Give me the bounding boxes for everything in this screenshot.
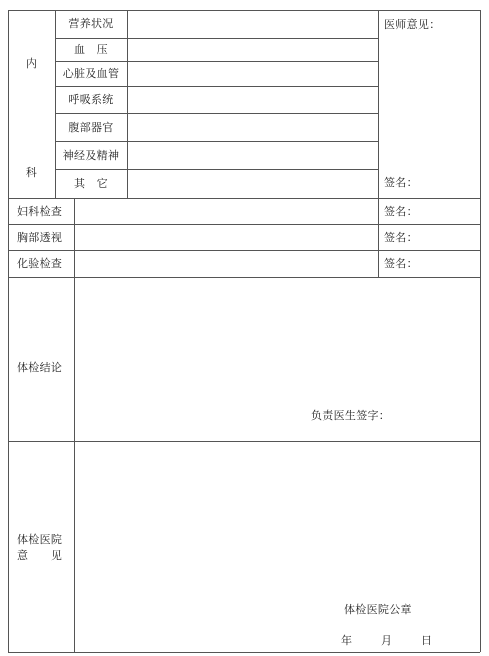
item-respiratory-label: 呼吸系统: [68, 93, 114, 106]
border-left: [8, 10, 9, 652]
doctor-signature-label: 负责医生签字：: [311, 409, 391, 422]
gynecology-label: 妇科检查: [17, 205, 63, 218]
hospital-seal-label: 体检医院公章: [344, 603, 412, 616]
item-neuro-mental-label: 神经及精神: [62, 149, 120, 162]
row-line: [8, 224, 480, 225]
row-line: [55, 141, 378, 142]
internal-signature-label: 签名：: [384, 176, 418, 189]
row-line: [8, 250, 480, 251]
lab-test-signature-label: 签名：: [384, 257, 418, 270]
hospital-opinion-label-line1: 体检医院: [17, 533, 63, 546]
hospital-opinion-label-line2: 意 见: [17, 549, 63, 562]
col-line: [378, 10, 379, 277]
item-other-label: 其 它: [74, 177, 108, 190]
row-line: [55, 113, 378, 114]
item-blood-pressure-label: 血 压: [74, 43, 108, 56]
row-line: [8, 277, 480, 278]
internal-side-label-bottom: 科: [25, 166, 38, 179]
lab-test-label: 化验检查: [17, 257, 63, 270]
doctor-opinion-label: 医师意见：: [384, 18, 441, 31]
col-line: [127, 10, 128, 198]
item-abdominal-label: 腹部器官: [68, 121, 114, 134]
border-bottom: [8, 652, 480, 653]
conclusion-label: 体检结论: [17, 361, 63, 374]
row-line: [8, 441, 480, 442]
date-day-label: 日: [421, 634, 433, 647]
item-heart-vessels-label: 心脏及血管: [62, 67, 120, 80]
border-top: [8, 10, 480, 11]
col-line: [74, 198, 75, 652]
chest-xray-signature-label: 签名：: [384, 231, 418, 244]
border-right: [480, 10, 481, 652]
row-line: [55, 38, 378, 39]
date-month-label: 月: [381, 634, 393, 647]
date-year-label: 年: [341, 634, 353, 647]
row-line: [55, 86, 378, 87]
item-nutrition-label: 营养状况: [68, 17, 114, 30]
row-line: [55, 61, 378, 62]
row-line: [55, 169, 378, 170]
internal-side-label-top: 内: [25, 57, 38, 70]
gynecology-signature-label: 签名：: [384, 205, 418, 218]
row-line: [8, 198, 480, 199]
chest-xray-label: 胸部透视: [17, 231, 63, 244]
